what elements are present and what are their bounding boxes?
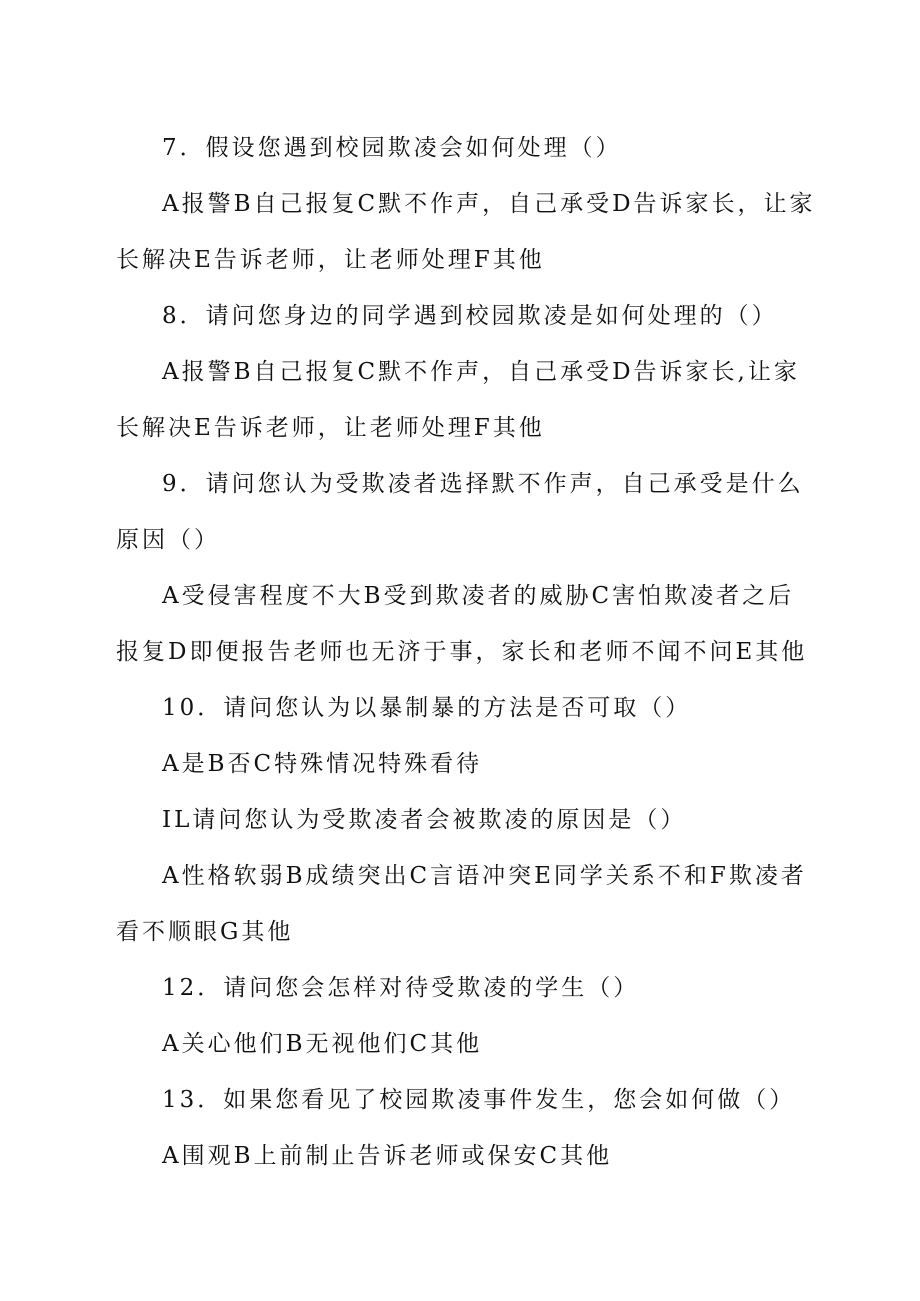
question-10: 10．请问您认为以暴制暴的方法是否可取（） xyxy=(162,695,692,721)
question-7-options: A报警B自己报复C默不作声，自己承受D告诉家长，让家长解决E告诉老师，让老师处理F其他 xyxy=(116,191,816,273)
question-7: 7．假设您遇到校园欺凌会如何处理（） xyxy=(162,135,622,161)
question-9-options: A受侵害程度不大B受到欺凌者的威胁C害怕欺凌者之后报复D即便报告老师也无济于事，家长和老师不闻不问E其他 xyxy=(116,583,808,665)
question-12-options: A关心他们B无视他们C其他 xyxy=(162,1031,483,1057)
question-11: IL请问您认为受欺凌者会被欺凌的原因是（） xyxy=(162,807,687,833)
question-9: 9．请问您认为受欺凌者选择默不作声，自己承受是什么原因（） xyxy=(116,471,804,553)
document-body xyxy=(0,120,816,1184)
question-11-options: A性格软弱B成绩突出C言语冲突E同学关系不和F欺凌者看不顺眼G其他 xyxy=(116,863,807,945)
question-12: 12．请问您会怎样对待受欺凌的学生（） xyxy=(162,975,640,1001)
question-8-options: A报警B自己报复C默不作声，自己承受D告诉家长,让家长解决E告诉老师，让老师处理F其他 xyxy=(116,359,800,441)
question-13: 13．如果您看见了校园欺凌事件发生，您会如何做（） xyxy=(162,1087,796,1113)
question-10-options: A是B否C特殊情况特殊看待 xyxy=(162,751,483,777)
question-13-options: A围观B上前制止告诉老师或保安C其他 xyxy=(162,1143,613,1169)
question-8: 8．请问您身边的同学遇到校园欺凌是如何处理的（） xyxy=(162,303,778,329)
